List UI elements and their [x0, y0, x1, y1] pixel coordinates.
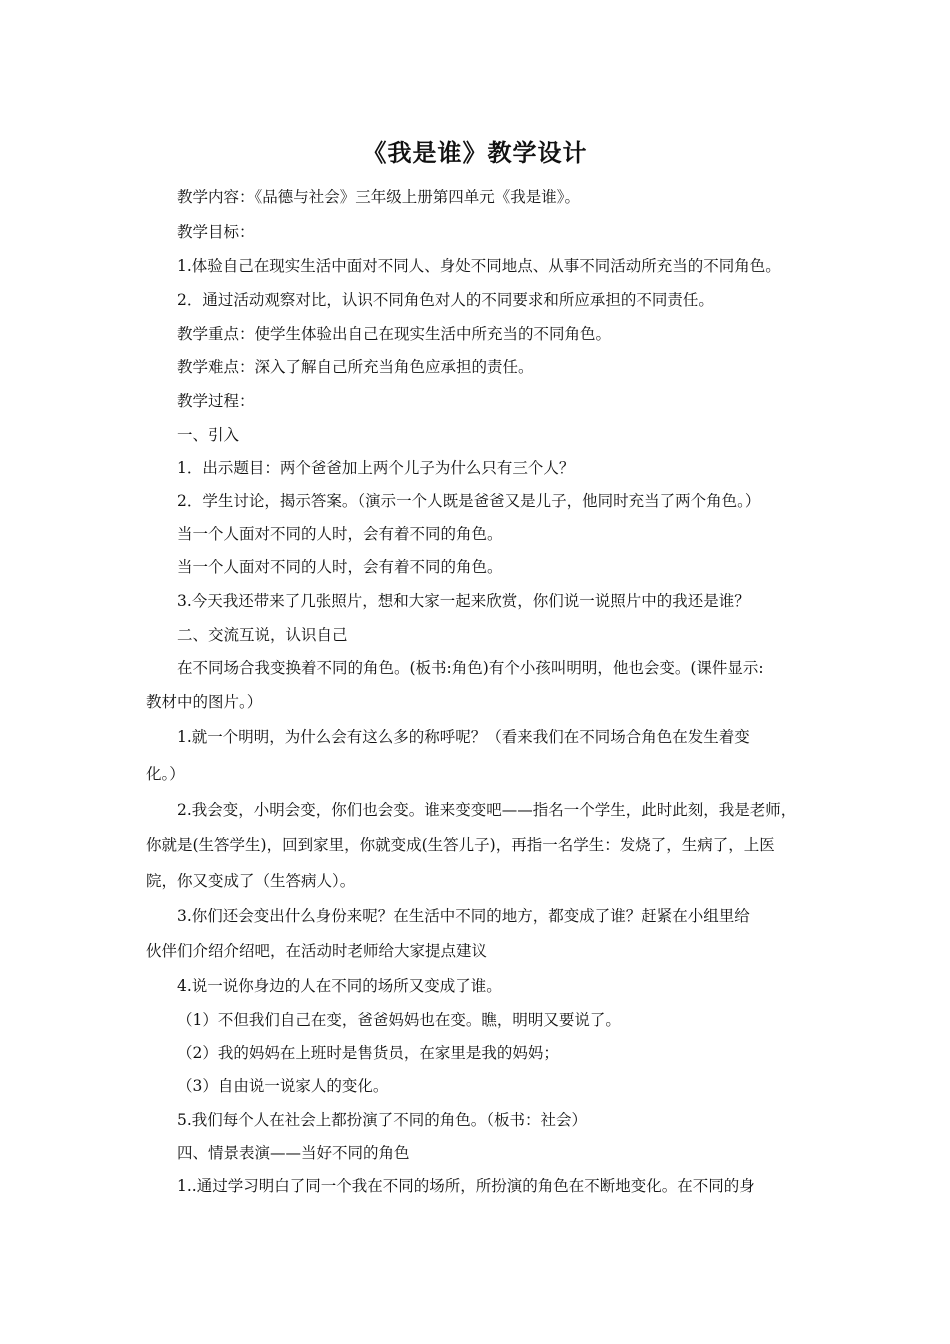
paragraph: 院，你又变成了（生答病人）。 — [146, 872, 356, 890]
teaching-process-heading: 教学过程： — [177, 392, 255, 410]
paragraph: 3.今天我还带来了几张照片，想和大家一起来欣赏，你们说一说照片中的我还是谁？ — [177, 592, 750, 610]
teaching-content: 教学内容：《品德与社会》三年级上册第四单元《我是谁》。 — [177, 188, 581, 206]
list-item: （3）自由说一说家人的变化。 — [177, 1077, 389, 1095]
paragraph: 当一个人面对不同的人时，会有着不同的角色。 — [177, 558, 503, 576]
goal-2: 2．通过活动观察对比，认识不同角色对人的不同要求和所应承担的不同责任。 — [177, 291, 714, 309]
paragraph: 1..通过学习明白了同一个我在不同的场所，所扮演的角色在不断地变化。在不同的身 — [177, 1177, 755, 1195]
paragraph: 当一个人面对不同的人时，会有着不同的角色。 — [177, 525, 503, 543]
paragraph: 2.我会变，小明会变，你们也会变。谁来变变吧——指名一个学生，此时此刻，我是老师， — [177, 801, 797, 819]
paragraph: 教材中的图片。） — [146, 693, 263, 711]
paragraph: 化。） — [146, 765, 185, 783]
paragraph: 在不同场合我变换着不同的角色。(板书:角色)有个小孩叫明明，他也会变。(课件显示: — [177, 659, 764, 677]
section-2-heading: 二、交流互说，认识自己 — [177, 626, 348, 644]
paragraph: 1.就一个明明，为什么会有这么多的称呼呢？（看来我们在不同场合角色在发生着变 — [177, 728, 750, 746]
paragraph: 1．出示题目：两个爸爸加上两个儿子为什么只有三个人？ — [177, 459, 575, 477]
paragraph: 4.说一说你身边的人在不同的场所又变成了谁。 — [177, 977, 502, 995]
paragraph: 2．学生讨论，揭示答案。（演示一个人既是爸爸又是儿子，他同时充当了两个角色。） — [177, 492, 761, 510]
teaching-difficulty: 教学难点：深入了解自己所充当角色应承担的责任。 — [177, 358, 534, 376]
paragraph: 3.你们还会变出什么身份来呢？在生活中不同的地方，都变成了谁？赶紧在小组里给 — [177, 907, 750, 925]
teaching-goals-heading: 教学目标： — [177, 223, 255, 241]
teaching-focus: 教学重点：使学生体验出自己在现实生活中所充当的不同角色。 — [177, 325, 612, 343]
goal-1: 1.体验自己在现实生活中面对不同人、身处不同地点、从事不同活动所充当的不同角色。 — [177, 257, 781, 275]
paragraph: 5.我们每个人在社会上都扮演了不同的角色。（板书：社会） — [177, 1111, 588, 1129]
list-item: （1）不但我们自己在变，爸爸妈妈也在变。瞧，明明又要说了。 — [177, 1011, 621, 1029]
page-title: 《我是谁》教学设计 — [362, 139, 588, 167]
paragraph: 伙伴们介绍介绍吧，在活动时老师给大家提点建议 — [146, 942, 488, 960]
section-1-heading: 一、引入 — [177, 426, 240, 444]
list-item: （2）我的妈妈在上班时是售货员，在家里是我的妈妈； — [177, 1044, 559, 1062]
paragraph: 你就是(生答学生)，回到家里，你就变成(生答儿子)，再指一名学生：发烧了，生病了，上医 — [146, 836, 775, 854]
section-4-heading: 四、情景表演——当好不同的角色 — [177, 1144, 410, 1162]
